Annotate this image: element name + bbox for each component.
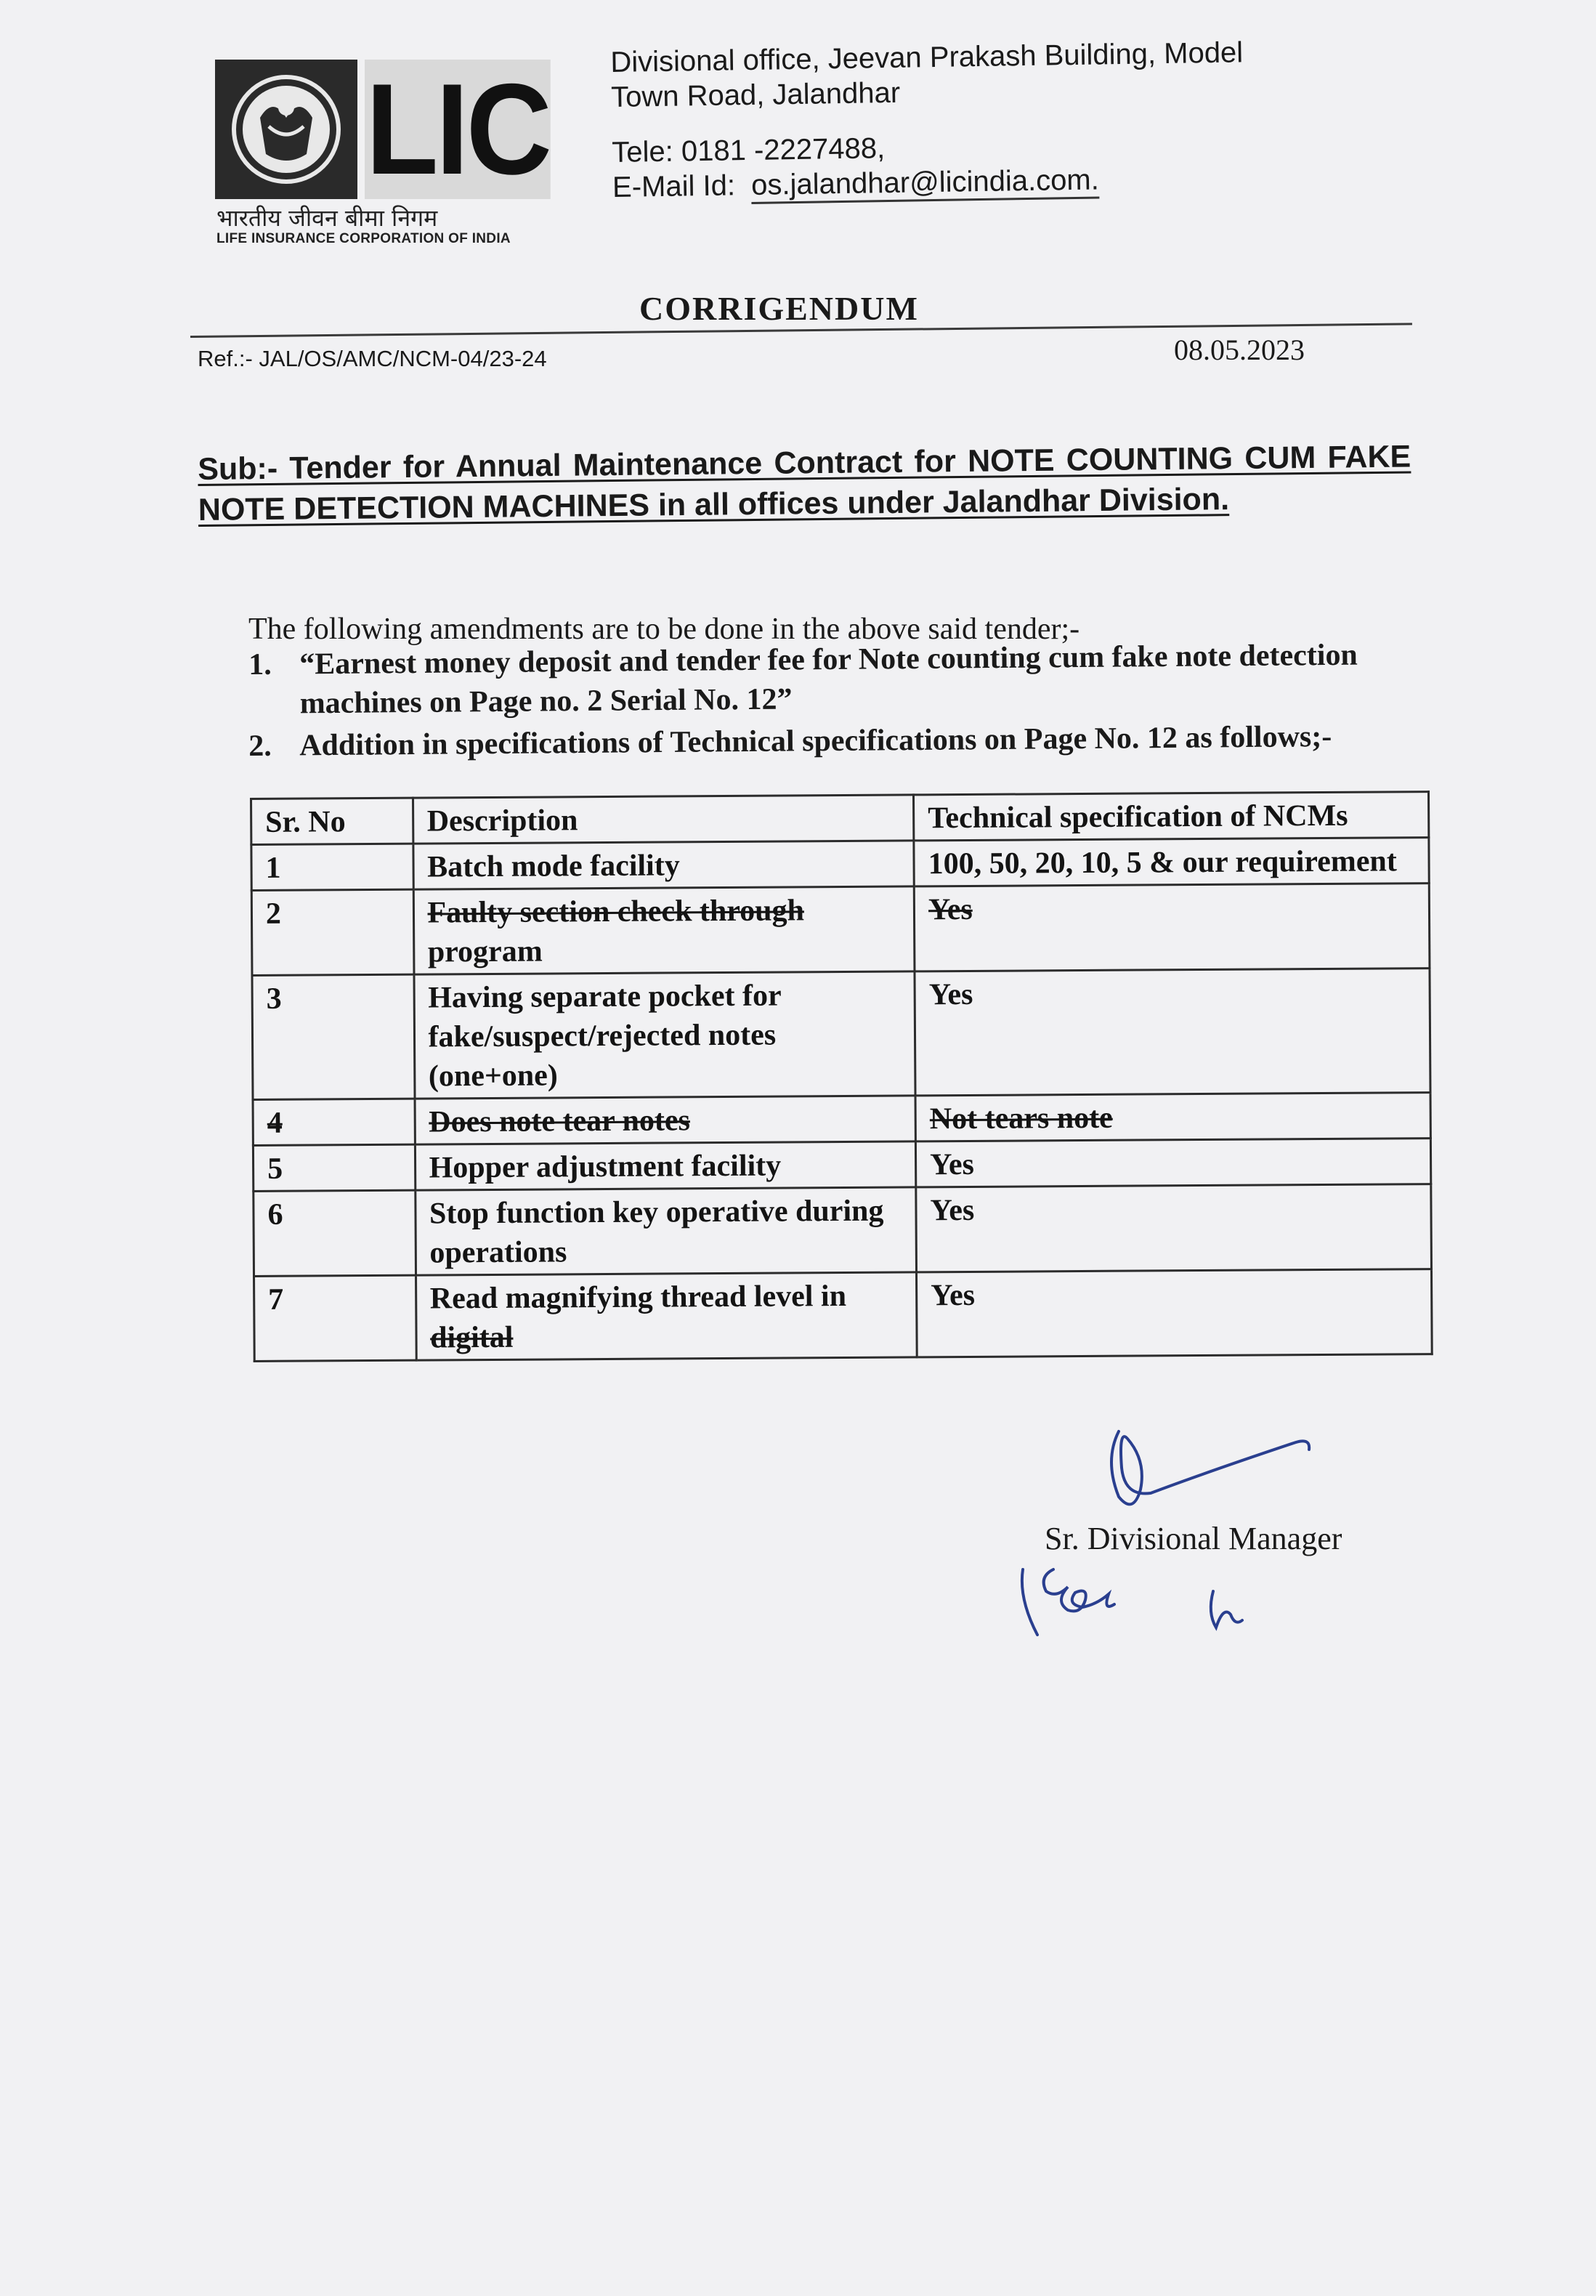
address-line-2: Town Road, Jalandhar	[610, 76, 901, 113]
cell-description	[415, 1096, 916, 1144]
cell-description	[416, 1272, 917, 1360]
logo-lic-letters: LIC	[365, 57, 550, 201]
table-header-row	[251, 792, 1429, 845]
intro-text: The following amendments are to be done in the above said tender;-	[248, 613, 1080, 646]
cell-sr: 7	[254, 1275, 416, 1361]
cell-spec: 100, 50, 20, 10, 5 & our requirement	[914, 838, 1429, 886]
header-tech-spec: Technical specification of NCMs	[914, 792, 1429, 841]
struck-description: Does note tear notes	[429, 1104, 691, 1139]
reference-number: Ref.:- JAL/OS/AMC/NCM-04/23-24	[198, 346, 547, 371]
cell-sr: 1	[251, 844, 413, 890]
amendment-number: 2.	[248, 729, 272, 763]
technical-spec-table	[250, 791, 1433, 1362]
table-row	[253, 1139, 1430, 1192]
handwritten-initials	[1010, 1548, 1271, 1653]
cell-spec: Yes	[916, 1139, 1431, 1187]
cell-sr: 6	[254, 1190, 416, 1276]
amendment-item	[248, 635, 1426, 724]
cell-sr: 3	[252, 974, 415, 1099]
header-sr-no: Sr. No	[251, 798, 413, 844]
lic-logo	[215, 57, 571, 248]
phone-number: Tele: 0181 -2227488,	[611, 132, 886, 169]
amendment-text: “Earnest money deposit and tender fee for Note counting cum fake note detection machines on Page no. 2 Serial No. 12”	[299, 638, 1358, 721]
document-date: 08.05.2023	[1174, 334, 1305, 366]
struck-description-continuation: digital	[429, 1320, 514, 1355]
table-row	[254, 1269, 1433, 1362]
logo-hindi-name: भारतीय जीवन बीमा निगम	[216, 204, 438, 232]
struck-description: Faulty section check through	[427, 894, 805, 930]
table-row	[252, 969, 1430, 1100]
struck-sr: 4	[267, 1106, 283, 1140]
description-continuation: program	[427, 934, 543, 969]
handwritten-signature	[1090, 1417, 1366, 1529]
amendment-text: Addition in specifications of Technical specifications on Page No. 12 as follows;-	[299, 719, 1332, 763]
cell-description: Hopper adjustment facility	[415, 1141, 916, 1190]
table-row	[251, 884, 1430, 976]
cell-description: Having separate pocket for fake/suspect/rejected notes (one+one)	[414, 971, 916, 1099]
struck-spec: Not tears note	[929, 1101, 1113, 1136]
office-address	[610, 32, 1426, 205]
cell-spec: Yes	[917, 1269, 1433, 1357]
amendment-number: 1.	[248, 647, 272, 682]
struck-spec: Yes	[928, 892, 973, 927]
cell-spec: Yes	[916, 1184, 1432, 1272]
lic-emblem-icon	[215, 60, 357, 199]
cell-description: Batch mode facility	[413, 841, 914, 889]
address-line-1: Divisional office, Jeevan Prakash Building, Model	[610, 36, 1244, 78]
logo-english-name: LIFE INSURANCE CORPORATION OF INDIA	[216, 231, 511, 246]
cell-spec: Yes	[915, 969, 1430, 1096]
header-description: Description	[413, 795, 914, 844]
cell-description: Stop function key operative during operations	[415, 1187, 916, 1275]
cell-spec	[914, 884, 1430, 971]
cell-spec	[915, 1093, 1430, 1141]
cell-sr: 2	[251, 889, 413, 975]
signatory-designation: Sr. Divisional Manager	[1045, 1521, 1342, 1556]
cell-sr	[253, 1099, 415, 1145]
description-text: Read magnifying thread level in	[429, 1279, 847, 1316]
email-address: os.jalandhar@licindia.com.	[751, 163, 1099, 204]
cell-sr: 5	[253, 1144, 415, 1191]
table-row	[254, 1184, 1432, 1277]
table-row	[253, 1093, 1430, 1146]
document-title: CORRIGENDUM	[639, 290, 919, 327]
amendment-item	[248, 716, 1425, 766]
table-row	[251, 838, 1429, 891]
cell-description	[413, 886, 915, 974]
email-label: E-Mail Id:	[612, 169, 736, 203]
subject-line: Sub:- Tender for Annual Maintenance Contract for NOTE COUNTING CUM FAKE NOTE DETECTION MACHINES in all offices under Jalandhar Division.	[198, 439, 1411, 527]
